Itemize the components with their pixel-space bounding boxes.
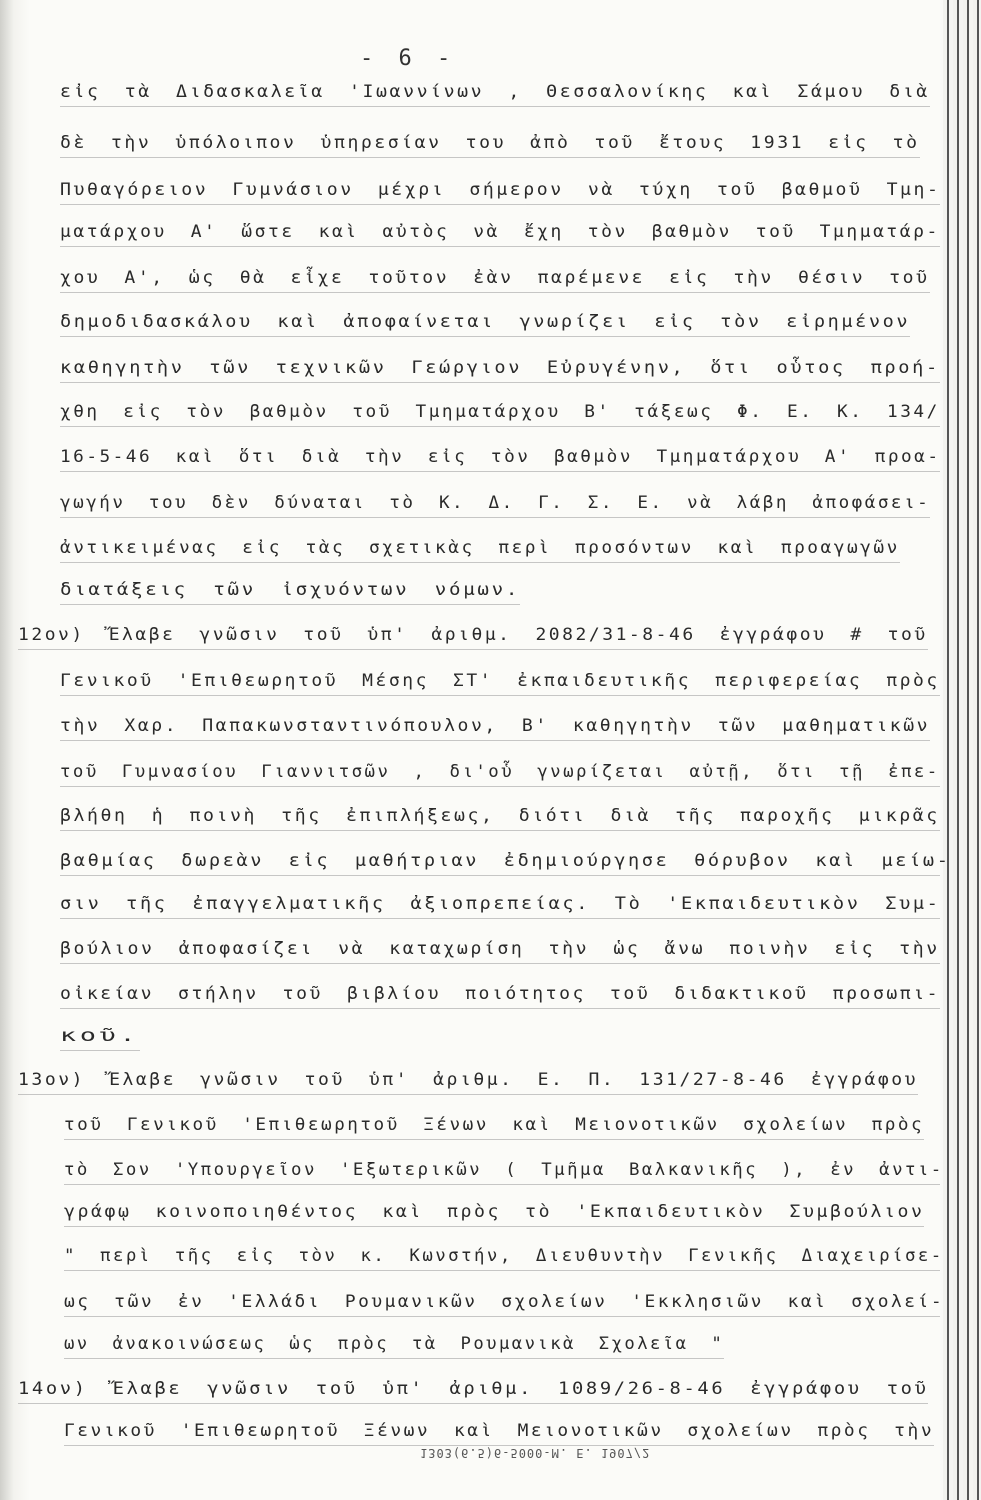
text-line: χου Α', ὡς θὰ εἶχε τοῦτον ἐὰν παρέμενε εἰς τὴν θέσιν τοῦ <box>60 268 930 288</box>
text-line: ματάρχου Α' ὥστε καὶ αὐτὸς νὰ ἔχη τὸν βαθμὸν τοῦ Τμηματάρ- <box>60 222 940 242</box>
text-line: διατάξεις τῶν ἰσχυόντων νόμων. <box>60 580 521 600</box>
text-line: οἰκείαν στήλην τοῦ βιβλίου ποιότητος τοῦ διδακτικοῦ προσωπι- <box>60 984 941 1004</box>
page-number: - 6 - <box>360 46 457 71</box>
baseline-rule <box>60 382 940 383</box>
text-line: τοῦ Γυμνασίου Γιαννιτσῶν , δι'οὗ γνωρίζεται αὐτῇ, ὅτι τῇ ἐπε- <box>60 762 940 782</box>
text-line: χθη εἰς τὸν βαθμὸν τοῦ Τμηματάρχου Β' τάξεως Φ. Ε. Κ. 134/ <box>60 402 940 422</box>
text-line: Γενικοῦ 'Επιθεωρητοῦ Μέσης ΣΤ' ἐκπαιδευτικῆς περιφερείας πρὸς <box>60 671 940 691</box>
text-line: " περὶ τῆς εἰς τὸν κ. Κωνστήν, Διευθυντὴν Γενικῆς Διαχειρίσε- <box>64 1246 944 1266</box>
baseline-rule <box>64 1316 940 1317</box>
baseline-rule <box>60 604 520 605</box>
baseline-rule <box>18 649 928 650</box>
baseline-rule <box>64 1139 924 1140</box>
baseline-rule <box>60 106 930 107</box>
baseline-rule <box>18 1094 918 1095</box>
text-line: 14ον) Ἔλαβε γνῶσιν τοῦ ὑπ' ἀριθμ. 1089/26-8-46 ἐγγράφου τοῦ <box>18 1379 929 1399</box>
text-line: ων ἀνακοινώσεως ὡς πρὸς τὰ Ρουμανικὰ Σχολεῖα " <box>64 1334 725 1354</box>
baseline-rule <box>60 336 910 337</box>
baseline-rule <box>60 740 930 741</box>
text-line: δημοδιδασκάλου καὶ ἀποφαίνεται γνωρίζει εἰς τὸν εἰρημένον <box>60 312 911 332</box>
text-line: 12ον) Ἔλαβε γνῶσιν τοῦ ὑπ' ἀριθμ. 2082/31-8-46 ἐγγράφου # τοῦ <box>18 625 928 645</box>
baseline-rule <box>60 918 940 919</box>
baseline-rule <box>60 246 940 247</box>
binding-edge <box>943 0 981 1500</box>
text-line: σιν τῆς ἐπαγγελματικῆς ἀξιοπρεπείας. Τὸ 'Εκπαιδευτικὸν Συμ- <box>60 894 941 914</box>
text-line: τὸ Σον 'Υπουργεῖον 'Εξωτερικῶν ( Τμῆμα Βαλκανικῆς ), ἐν ἀντι- <box>64 1160 944 1180</box>
baseline-rule <box>60 204 940 205</box>
text-line: τοῦ Γενικοῦ 'Επιθεωρητοῦ Ξένων καὶ Μειονοτικῶν σχολείων πρὸς <box>64 1115 925 1135</box>
baseline-rule <box>60 157 920 158</box>
text-line: τὴν Χαρ. Παπακωνσταντινόπουλον, Β' καθηγητὴν τῶν μαθηματικῶν <box>60 716 931 736</box>
baseline-rule <box>60 1050 140 1051</box>
baseline-rule <box>64 1184 940 1185</box>
text-line: βαθμίας δωρεὰν εἰς μαθήτριαν ἐδημιούργησε θόρυβον καὶ μείω- <box>60 851 951 871</box>
baseline-rule <box>18 1403 928 1404</box>
text-line: γωγήν του δὲν δύναται τὸ Κ. Δ. Γ. Σ. Ε. νὰ λάβη ἀποφάσει- <box>60 493 931 513</box>
baseline-rule <box>60 830 940 831</box>
text-line: καθηγητὴν τῶν τεχνικῶν Γεώργιον Εὐρυγένην, ὅτι οὗτος προή- <box>60 358 940 378</box>
baseline-rule <box>60 695 940 696</box>
text-line: ως τῶν ἐν 'Ελλάδι Ρουμανικῶν σχολείων 'Εκκλησιῶν καὶ σχολεί- <box>64 1292 945 1312</box>
text-line: Γενικοῦ 'Επιθεωρητοῦ Ξένων καὶ Μειονοτικῶν σχολείων πρὸς τὴν <box>64 1421 935 1441</box>
baseline-rule <box>60 292 930 293</box>
text-line: κοῦ. <box>60 1026 140 1046</box>
text-line: 13ον) Ἔλαβε γνῶσιν τοῦ ὑπ' ἀριθμ. Ε. Π. 131/27-8-46 ἐγγράφου <box>18 1070 919 1090</box>
baseline-rule <box>64 1226 924 1227</box>
baseline-rule <box>60 963 940 964</box>
text-line: Πυθαγόρειον Γυμνάσιον μέχρι σήμερον νὰ τύχη τοῦ βαθμοῦ Τμη- <box>60 180 941 200</box>
baseline-rule <box>60 471 940 472</box>
text-line: βούλιον ἀποφασίζει νὰ καταχωρίση τὴν ὡς ἄνω ποινὴν εἰς τὴν <box>60 939 940 959</box>
text-line: εἰς τὰ Διδασκαλεῖα 'Ιωαννίνων , Θεσσαλονίκης καὶ Σάμου διὰ <box>60 82 930 102</box>
text-line: ἀντικειμένας εἰς τὰς σχετικὰς περὶ προσόντων καὶ προαγωγῶν <box>60 538 900 558</box>
text-line: δὲ τὴν ὑπόλοιπον ὑπηρεσίαν του ἀπὸ τοῦ ἔτους 1931 εἰς τὸ <box>60 133 920 153</box>
baseline-rule <box>60 786 940 787</box>
text-line: γράφῳ κοινοποιηθέντος καὶ πρὸς τὸ 'Εκπαιδευτικὸν Συμβούλιον <box>64 1202 925 1222</box>
baseline-rule <box>64 1270 940 1271</box>
page-left-edge <box>0 0 14 1500</box>
printer-footer: 1303(6.5)6-5000-Μ. Ε. 1907/2 <box>420 1446 651 1460</box>
baseline-rule <box>60 517 930 518</box>
baseline-rule <box>60 426 940 427</box>
baseline-rule <box>64 1358 724 1359</box>
baseline-rule <box>60 1008 940 1009</box>
text-line: 16-5-46 καὶ ὅτι διὰ τὴν εἰς τὸν βαθμὸν Τμηματάρχου Α' προα- <box>60 447 941 467</box>
baseline-rule <box>60 562 900 563</box>
text-line: βλήθη ἡ ποινὴ τῆς ἐπιπλήξεως, διότι διὰ τῆς παροχῆς μικρᾶς <box>60 806 940 826</box>
baseline-rule <box>60 875 940 876</box>
